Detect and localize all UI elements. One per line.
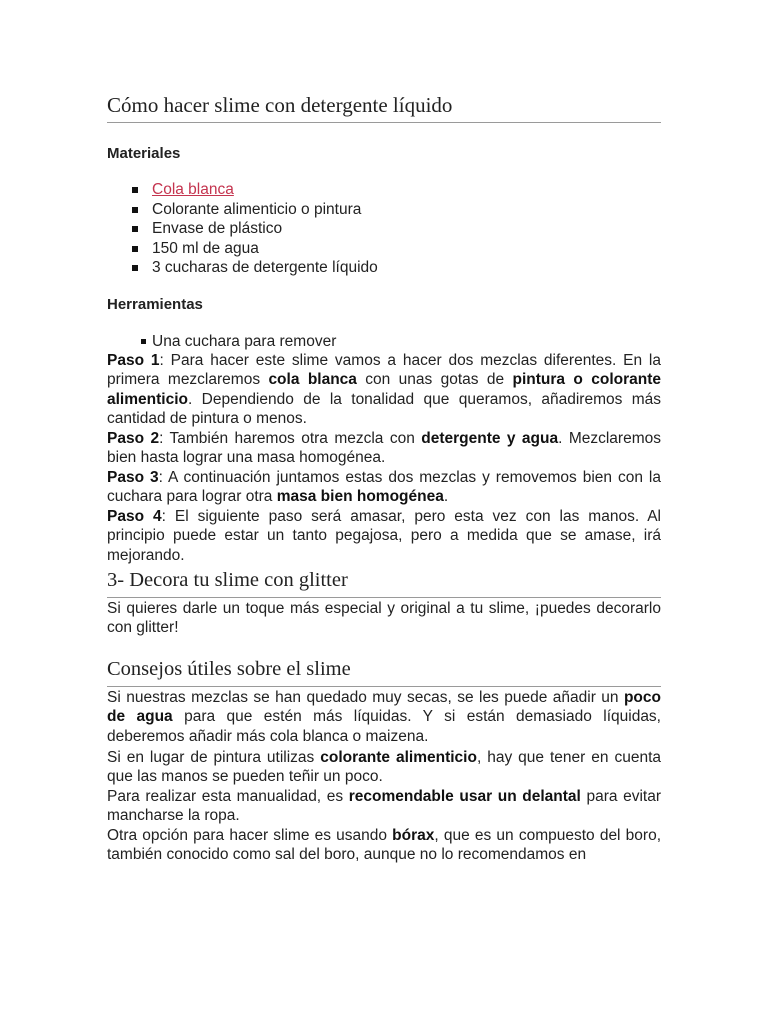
materials-list — [107, 180, 661, 278]
step-paragraph — [107, 468, 661, 507]
tip-bold: poco de agua — [107, 689, 661, 726]
materials-heading: Materiales — [107, 145, 181, 162]
tip-bold: bórax — [392, 827, 435, 844]
list-item: Envase de plástico — [107, 219, 661, 239]
step-text: . Mezclaremos bien hasta lograr una masa homogénea. — [107, 430, 661, 467]
step-bold: detergente y agua — [421, 430, 559, 447]
tip-text: Otra opción para hacer slime es usando — [107, 827, 393, 844]
step-paragraph — [107, 351, 661, 428]
step-text: : El siguiente paso será amasar, pero esta vez con las manos. Al principio puede estar un tanto pegajosa, pero a medida que se amase, irá mejorando. — [107, 508, 661, 564]
list-item: Colorante alimenticio o pintura — [107, 200, 661, 220]
tip-bold: colorante alimenticio — [320, 749, 477, 766]
step-paragraph — [107, 429, 661, 468]
tip-bold: recomendable usar un delantal — [348, 788, 581, 805]
step-text: . — [443, 488, 449, 506]
list-item: 3 cucharas de detergente líquido — [107, 258, 661, 278]
tip-text: , hay que tener en cuenta que las manos se pueden teñir un poco. — [107, 749, 661, 786]
glitter-paragraph: Si quieres darle un toque más especial y original a tu slime, ¡puedes decorarlo con glitter! — [107, 600, 661, 637]
tip-text: para que estén más líquidas. Y si están demasiado líquidas, deberemos añadir más cola blanca o maizena. — [107, 708, 661, 745]
step-label: Paso 1 — [107, 352, 160, 369]
tip-text: para evitar mancharse la ropa. — [107, 788, 661, 825]
tip-paragraph — [107, 688, 661, 746]
tip-text: Si en lugar de pintura utilizas — [107, 749, 321, 766]
step-label: Paso 4 — [107, 508, 162, 525]
list-item: Una cuchara para remover — [107, 332, 661, 351]
list-item: 150 ml de agua — [107, 239, 661, 259]
tip-text: Para realizar esta manualidad, es — [107, 788, 349, 805]
tools-list — [107, 332, 661, 351]
step-text: con unas gotas de — [356, 371, 513, 389]
page-title: Cómo hacer slime con detergente líquido — [107, 92, 661, 123]
step-text: . Dependiendo de la tonalidad que queramos, añadiremos más cantidad de pintura o menos. — [107, 390, 661, 427]
tools-heading: Herramientas — [107, 296, 203, 313]
step-paragraph — [107, 507, 661, 565]
list-item[interactable] — [107, 180, 661, 200]
cola-blanca-link[interactable]: Cola blanca — [152, 181, 234, 198]
step-label: Paso 3 — [107, 469, 159, 486]
tip-paragraph — [107, 748, 661, 787]
step-bold: cola blanca — [268, 371, 357, 389]
step-text: : A continuación juntamos estas dos mezclas y removemos bien con la cuchara para lograr otra — [107, 469, 661, 506]
tip-paragraph — [107, 787, 661, 826]
tip-paragraph — [107, 826, 661, 865]
section-heading-glitter: 3- Decora tu slime con glitter — [107, 568, 661, 598]
step-bold: pintura o colorante alimenticio — [107, 371, 662, 408]
step-label: Paso 2 — [107, 430, 160, 447]
step-bold: masa bien homogénea — [276, 488, 444, 506]
step-text: : Para hacer este slime vamos a hacer dos mezclas diferentes. En la primera mezclaremos — [107, 352, 661, 389]
tip-text: Si nuestras mezclas se han quedado muy secas, se les puede añadir un — [107, 689, 624, 706]
section-heading-tips: Consejos útiles sobre el slime — [107, 657, 661, 687]
tip-text: , que es un compuesto del boro, también conocido como sal del boro, aunque no lo recomendamos en — [107, 827, 661, 864]
step-text: : También haremos otra mezcla con — [159, 430, 422, 447]
